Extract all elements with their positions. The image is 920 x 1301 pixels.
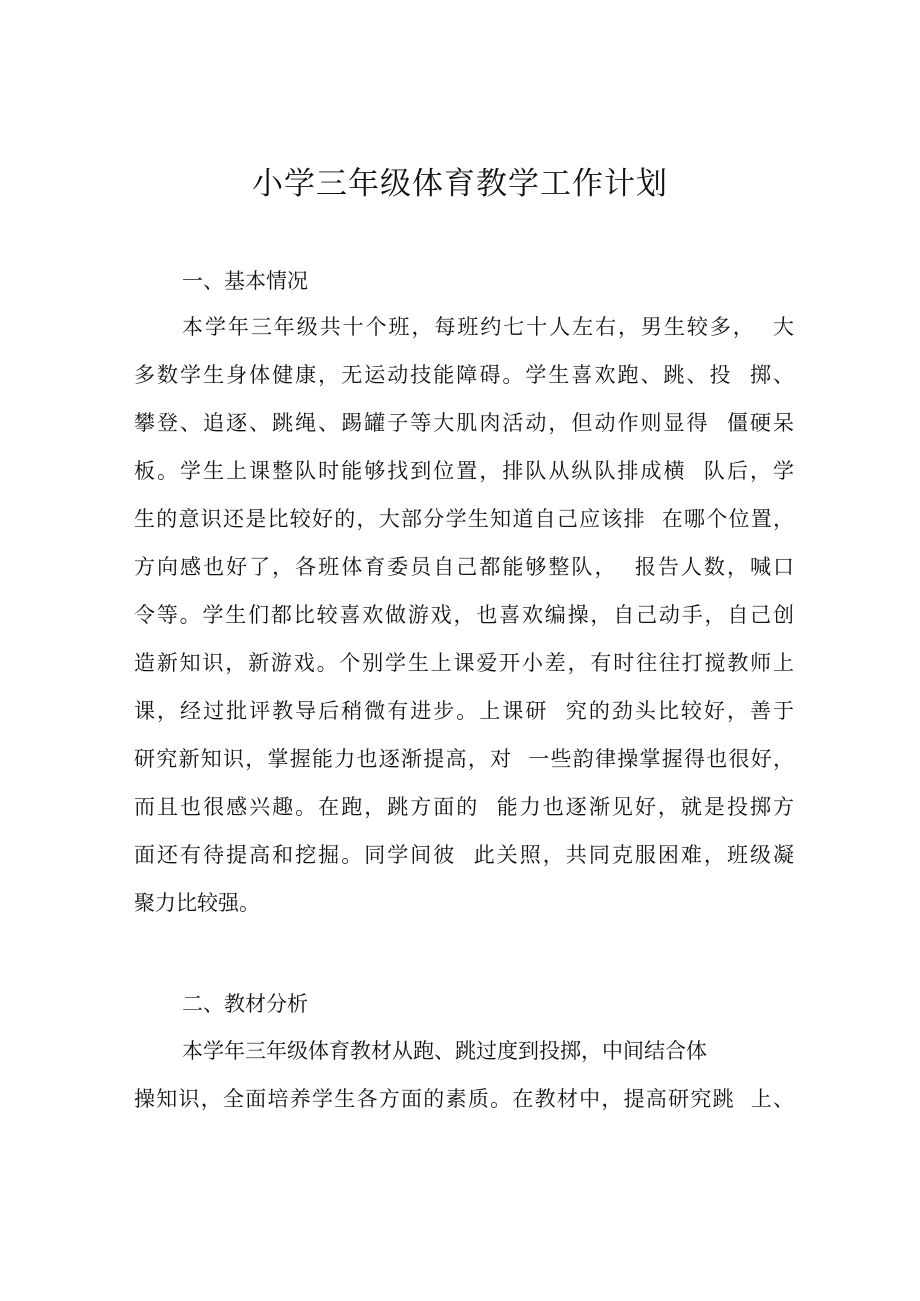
paragraph-line: 方向感也好了，各班体育委员自己都能够整队， 报告人数，喊口 — [134, 555, 794, 579]
paragraph-line: 聚力比较强。 — [134, 891, 260, 915]
paragraph-line: 本学年三年级共十个班，每班约七十人左右，男生较多， 大 — [182, 315, 794, 339]
section-heading-textbook-analysis: 二、教材分析 — [182, 992, 308, 1016]
paragraph-line: 生的意识还是比较好的，大部分学生知道自己应该排 在哪个位置， — [134, 507, 794, 531]
paragraph-line: 面还有待提高和挖掘。同学间彼 此关照，共同克服困难，班级凝 — [134, 843, 794, 867]
paragraph-line: 而且也很感兴趣。在跑，跳方面的 能力也逐渐见好，就是投掷方 — [134, 795, 794, 819]
paragraph-line: 多数学生身体健康，无运动技能障碍。学生喜欢跑、跳、投 掷、 — [134, 363, 794, 387]
paragraph-line: 操知识，全面培养学生各方面的素质。在教材中，提高研究跳 上、 — [134, 1087, 794, 1111]
paragraph-line: 攀登、追逐、跳绳、踢罐子等大肌肉活动，但动作则显得 僵硬呆 — [134, 411, 794, 435]
paragraph-line: 令等。学生们都比较喜欢做游戏，也喜欢编操，自己动手，自己创 — [134, 603, 794, 627]
paragraph-line: 本学年三年级体育教材从跑、跳过度到投掷，中间结合体 — [182, 1039, 707, 1063]
paragraph-line: 课，经过批评教导后稍微有进步。上课研 究的劲头比较好，善于 — [134, 699, 794, 723]
paragraph-line: 造新知识，新游戏。个别学生上课爱开小差，有时往往打搅教师上 — [134, 651, 794, 675]
paragraph-line: 板。学生上课整队时能够找到位置，排队从纵队排成横 队后，学 — [134, 459, 794, 483]
paragraph-line: 研究新知识，掌握能力也逐渐提高，对 一些韵律操掌握得也很好， — [134, 747, 794, 771]
document-title: 小学三年级体育教学工作计划 — [252, 166, 668, 202]
section-heading-basic-situation: 一、基本情况 — [182, 269, 308, 293]
